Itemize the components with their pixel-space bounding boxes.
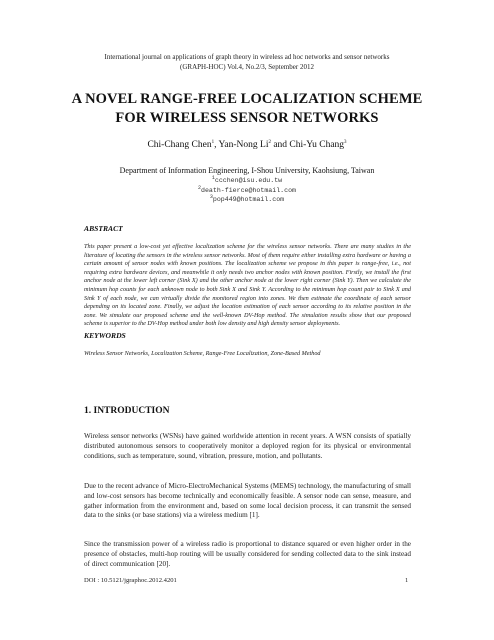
journal-header-line1: International journal on applications of graph theory in wireless ad hoc networks and sensor networks bbox=[104, 53, 390, 61]
author-superscript: 2 bbox=[268, 140, 271, 145]
email-address: pop449@hotmail.com bbox=[212, 196, 285, 203]
journal-header bbox=[0, 53, 494, 72]
email-superscript: 2 bbox=[198, 184, 202, 191]
email-list bbox=[0, 176, 494, 205]
paper-title bbox=[40, 90, 454, 128]
email-address: death-fierce@hotmail.com bbox=[201, 186, 296, 194]
author-separator: , bbox=[214, 140, 219, 150]
email-line bbox=[0, 195, 494, 205]
affiliation: Department of Information Engineering, I-Shou University, Kaohsiung, Taiwan bbox=[119, 166, 375, 175]
page-number: 1 bbox=[405, 577, 409, 584]
intro-paragraph-1: Wireless sensor networks (WSNs) have gained worldwide attention in recent years. A WSN consists of spatially distributed autonomous sensors to cooperatively monitor a deployed region for its physical or environmental conditions, such as temperature, sound, vibration, pressure, motion, and pollutants. bbox=[84, 432, 411, 460]
abstract-heading: ABSTRACT bbox=[84, 224, 123, 233]
paper-title-line1: A NOVEL RANGE-FREE LOCALIZATION SCHEME bbox=[71, 91, 423, 107]
introduction-heading: 1. INTRODUCTION bbox=[84, 406, 170, 416]
email-line bbox=[0, 186, 494, 196]
paper-title-line2: FOR WIRELESS SENSOR NETWORKS bbox=[115, 110, 379, 126]
author-name: Chi-Yu Chang bbox=[289, 140, 345, 150]
author-name: Chi-Chang Chen bbox=[147, 140, 212, 150]
journal-header-line2: (GRAPH-HOC) Vol.4, No.2/3, September 2012 bbox=[180, 62, 314, 71]
intro-paragraph-3: Since the transmission power of a wireless radio is proportional to distance squared or even higher order in the presence of obstacles, multi-hop routing will be usually considered for sending collected data to the sink instead of direct communication [20]. bbox=[84, 540, 411, 568]
author-name: Yan-Nong Li bbox=[218, 140, 269, 150]
email-superscript: 3 bbox=[209, 194, 213, 200]
author-list bbox=[0, 140, 494, 150]
keywords-heading: KEYWORDS bbox=[84, 331, 126, 340]
author-superscript: 3 bbox=[344, 140, 347, 145]
author-separator: and bbox=[270, 140, 290, 150]
keywords-text: Wireless Sensor Networks, Localization Scheme, Range-Free Localization, Zone-Based Method bbox=[84, 350, 321, 357]
doi-footer: DOI : 10.5121/jgraphoc.2012.4201 bbox=[84, 577, 177, 584]
email-superscript: 1 bbox=[211, 175, 215, 181]
author-superscript: 1 bbox=[211, 140, 215, 145]
abstract-text: This paper present a low-cost yet effective localization scheme for the wireless sensor networks. There are many studies in the literature of locating the sensors in the wireless sensor networks. Most of them require either installing extra hardware or having a certain amount of sensor nodes with known positions. The localization scheme we propose in this paper is range-free, i.e., not requiring extra hardware devices, and meanwhile it only needs two anchor nodes with known position. Firstly, we install the first anchor node at the lower left corner (Sink X) and the other anchor node at the lower right corner (Sink Y). Then we calculate the minimum hop counts for each unknown node to both Sink X and Sink Y. According to the minimum hop count pair to Sink X and Sink Y of each node, we can virtually divide the monitored region into zones. We then estimate the coordinate of each sensor depending on its located zone. Finally, we adjust the location estimation of each sensor according to its relative position in the zone. We simulate our proposed scheme and the well-known DV-Hop method. The simulation results show that our proposed scheme is superior to the DV-Hop method under both low density and high density sensor deployments. bbox=[84, 243, 411, 328]
email-address: ccchen@isu.edu.tw bbox=[214, 177, 283, 184]
intro-paragraph-2: Due to the recent advance of Micro-ElectroMechanical Systems (MEMS) technology, the manufacturing of small and low-cost sensors has become technically and economically feasible. A sensor node can sense, measure, and gather information from the environment and, based on some local decision process, it can transmit the sensed data to the sinks (or base stations) via a wireless medium [1]. bbox=[84, 482, 411, 520]
email-line bbox=[0, 176, 494, 186]
